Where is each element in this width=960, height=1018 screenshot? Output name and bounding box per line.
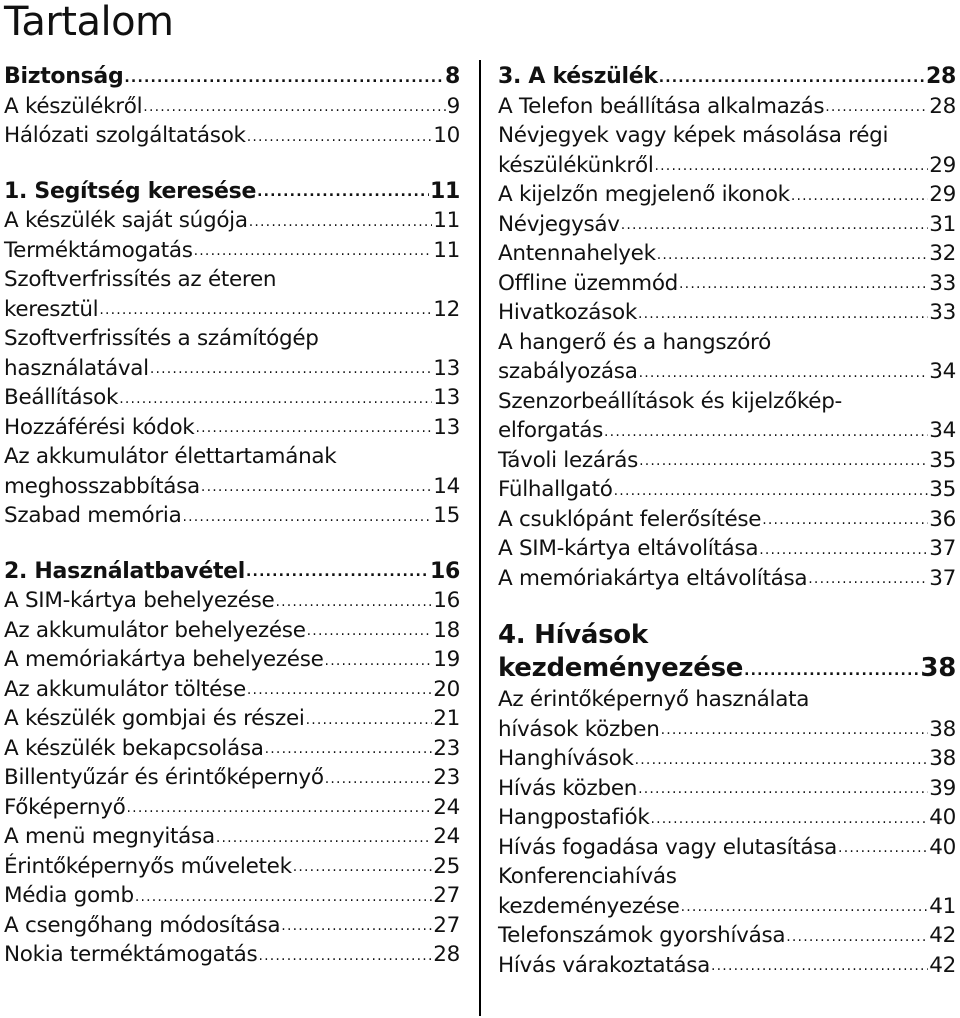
dot-leader bbox=[621, 215, 929, 235]
toc-entry-page: 28 bbox=[929, 93, 956, 119]
toc-entry-title: 1. Segítség keresése bbox=[4, 178, 257, 204]
dot-leader bbox=[127, 798, 433, 818]
toc-entry[interactable] bbox=[4, 413, 460, 443]
toc-entry-page: 40 bbox=[929, 834, 956, 860]
toc-entry-title: A készülék gombjai és részei bbox=[4, 706, 305, 731]
dot-leader bbox=[275, 592, 432, 612]
toc-entry[interactable] bbox=[4, 675, 460, 705]
dot-leader bbox=[150, 359, 432, 379]
dot-leader bbox=[257, 182, 429, 202]
dot-leader bbox=[638, 304, 928, 324]
toc-entry-title: Nokia terméktámogatás bbox=[4, 942, 258, 967]
toc-entry-page: 15 bbox=[433, 503, 460, 528]
toc-entry-title-line: Az érintőképernyő használata bbox=[498, 687, 810, 712]
toc-entry[interactable] bbox=[498, 534, 956, 564]
toc-entry[interactable] bbox=[498, 619, 956, 685]
dot-leader bbox=[838, 838, 928, 858]
toc-entry-page: 40 bbox=[929, 805, 956, 830]
toc-entry-page: 34 bbox=[929, 359, 956, 384]
toc-entry[interactable] bbox=[498, 62, 956, 92]
toc-entry-page: 13 bbox=[433, 414, 460, 440]
dot-leader bbox=[246, 562, 429, 582]
toc-entry-title-line: Névjegyek vagy képek másolása régi bbox=[498, 123, 889, 148]
dot-leader bbox=[762, 510, 928, 530]
dot-leader bbox=[791, 186, 928, 206]
toc-entry-title-line: Az akkumulátor élettartamának bbox=[4, 444, 337, 469]
column-divider bbox=[479, 60, 481, 1016]
toc-entry-page: 38 bbox=[929, 716, 956, 742]
toc-entry[interactable] bbox=[498, 446, 956, 476]
toc-entry-title: Hívás várakoztatása bbox=[498, 952, 710, 978]
dot-leader bbox=[119, 389, 432, 409]
dot-leader bbox=[307, 621, 433, 641]
toc-entry-page: 35 bbox=[929, 447, 956, 473]
toc-entry[interactable] bbox=[4, 881, 460, 911]
toc-entry-title-line: Konferenciahívás bbox=[498, 864, 677, 889]
toc-entry-page: 9 bbox=[446, 93, 460, 119]
toc-entry-title: A memóriakártya eltávolítása bbox=[498, 565, 808, 591]
toc-entry[interactable] bbox=[4, 442, 460, 501]
dot-leader bbox=[201, 477, 432, 497]
dot-leader bbox=[604, 422, 928, 442]
dot-leader bbox=[744, 661, 919, 681]
toc-entry-title: A menü megnyitása bbox=[4, 824, 215, 849]
dot-leader bbox=[325, 769, 433, 789]
toc-entry-title: 3. A készülék bbox=[498, 64, 658, 89]
toc-entry[interactable] bbox=[4, 501, 460, 531]
toc-entry[interactable] bbox=[498, 921, 956, 951]
toc-entry-title: A Telefon beállítása alkalmazás bbox=[498, 93, 825, 119]
toc-entry[interactable] bbox=[498, 951, 956, 981]
toc-entry-title: A készülékről bbox=[4, 93, 143, 119]
toc-entry-page: 11 bbox=[429, 178, 460, 204]
toc-entry-title: keresztül bbox=[4, 296, 99, 322]
dot-leader bbox=[124, 68, 444, 88]
toc-entry-page: 18 bbox=[433, 617, 460, 643]
toc-entry-title: A csuklópánt felerősítése bbox=[498, 506, 762, 532]
toc-entry-page: 23 bbox=[433, 735, 460, 761]
toc-entry-page: 31 bbox=[929, 211, 956, 237]
toc-entry-page: 34 bbox=[929, 418, 956, 443]
dot-leader bbox=[135, 887, 432, 907]
dot-leader bbox=[281, 916, 432, 936]
dot-leader bbox=[216, 828, 432, 848]
dot-leader bbox=[265, 739, 433, 759]
toc-entry-page: 36 bbox=[929, 506, 956, 532]
toc-entry-page: 39 bbox=[929, 775, 956, 801]
dot-leader bbox=[306, 710, 433, 730]
toc-entry-title: Hangpostafiók bbox=[498, 805, 650, 830]
dot-leader bbox=[635, 750, 929, 770]
dot-leader bbox=[808, 569, 928, 589]
toc-entry-title: Az akkumulátor behelyezése bbox=[4, 617, 306, 643]
dot-leader bbox=[325, 651, 433, 671]
toc-entry[interactable] bbox=[4, 265, 460, 324]
toc-entry[interactable] bbox=[4, 236, 460, 266]
toc-entry[interactable] bbox=[498, 298, 956, 328]
toc-entry-title: használatával bbox=[4, 355, 149, 381]
toc-entry[interactable] bbox=[498, 180, 956, 210]
toc-entry-page: 21 bbox=[433, 706, 460, 731]
toc-entry-page: 12 bbox=[433, 296, 460, 322]
dot-leader bbox=[661, 720, 929, 740]
dot-leader bbox=[249, 212, 433, 232]
toc-entry-title-line: Szoftverfrissítés az éteren bbox=[4, 267, 277, 292]
toc-entry[interactable] bbox=[4, 822, 460, 852]
toc-right-column bbox=[498, 62, 956, 980]
dot-leader bbox=[639, 363, 929, 383]
toc-entry-page: 37 bbox=[929, 565, 956, 591]
dot-leader bbox=[247, 680, 432, 700]
toc-entry-title: Antennahelyek bbox=[498, 241, 656, 266]
toc-entry-page: 24 bbox=[433, 794, 460, 820]
toc-entry-title: Terméktámogatás bbox=[4, 237, 193, 263]
toc-entry-page: 23 bbox=[433, 765, 460, 790]
toc-entry[interactable] bbox=[498, 387, 956, 446]
dot-leader bbox=[711, 956, 928, 976]
toc-entry-title: Érintőképernyős műveletek bbox=[4, 853, 292, 879]
dot-leader bbox=[657, 245, 928, 265]
toc-entry-page: 38 bbox=[920, 653, 956, 683]
toc-entry-title: Telefonszámok gyorshívása bbox=[498, 923, 786, 948]
toc-entry-title: Szabad memória bbox=[4, 503, 182, 528]
toc-entry[interactable] bbox=[4, 586, 460, 616]
toc-entry[interactable] bbox=[4, 793, 460, 823]
toc-entry-page: 11 bbox=[433, 208, 460, 233]
toc-entry[interactable] bbox=[4, 616, 460, 646]
toc-entry-title: Az akkumulátor töltése bbox=[4, 676, 246, 702]
toc-entry-page: 8 bbox=[444, 64, 460, 89]
toc-entry-title: Biztonság bbox=[4, 64, 124, 89]
toc-entry-page: 10 bbox=[433, 123, 460, 148]
toc-entry-page: 25 bbox=[433, 853, 460, 879]
toc-entry[interactable] bbox=[498, 564, 956, 594]
toc-entry-page: 29 bbox=[929, 182, 956, 207]
toc-entry-title: hívások közben bbox=[498, 716, 660, 742]
toc-entry-title: 2. Használatbavétel bbox=[4, 558, 246, 584]
toc-entry[interactable] bbox=[4, 704, 460, 734]
toc-entry[interactable] bbox=[4, 206, 460, 236]
toc-entry[interactable] bbox=[498, 774, 956, 804]
dot-leader bbox=[293, 857, 433, 877]
toc-entry[interactable] bbox=[498, 269, 956, 299]
toc-entry[interactable] bbox=[498, 210, 956, 240]
toc-entry-title-line: 4. Hívások bbox=[498, 620, 648, 650]
dot-leader bbox=[143, 97, 445, 117]
toc-entry-title: A memóriakártya behelyezése bbox=[4, 647, 324, 672]
toc-entry-title: meghosszabbítása bbox=[4, 473, 200, 499]
dot-leader bbox=[786, 927, 928, 947]
dot-leader bbox=[650, 809, 928, 829]
dot-leader bbox=[247, 127, 433, 147]
toc-entry-title: Offline üzemmód bbox=[498, 270, 679, 296]
toc-entry[interactable] bbox=[498, 239, 956, 269]
dot-leader bbox=[639, 451, 928, 471]
toc-entry[interactable] bbox=[498, 92, 956, 122]
dot-leader bbox=[638, 779, 928, 799]
dot-leader bbox=[195, 418, 432, 438]
toc-entry[interactable] bbox=[4, 940, 460, 970]
toc-entry-page: 27 bbox=[433, 883, 460, 908]
dot-leader bbox=[99, 300, 432, 320]
toc-entry-page: 20 bbox=[433, 676, 460, 702]
toc-entry[interactable] bbox=[4, 383, 460, 413]
toc-entry-page: 28 bbox=[925, 64, 956, 89]
toc-entry-page: 33 bbox=[929, 270, 956, 296]
dot-leader bbox=[655, 156, 929, 176]
toc-entry-page: 33 bbox=[929, 300, 956, 325]
toc-entry[interactable] bbox=[4, 734, 460, 764]
toc-entry[interactable] bbox=[498, 475, 956, 505]
toc-entry-title: Hívás közben bbox=[498, 775, 638, 801]
toc-entry-title: A SIM-kártya behelyezése bbox=[4, 588, 275, 613]
dot-leader bbox=[194, 241, 433, 261]
toc-entry-title: Névjegysáv bbox=[498, 211, 620, 237]
dot-leader bbox=[679, 274, 928, 294]
toc-entry-page: 38 bbox=[929, 746, 956, 771]
toc-entry-title: Főképernyő bbox=[4, 794, 126, 820]
dot-leader bbox=[825, 97, 928, 117]
toc-entry[interactable] bbox=[4, 557, 460, 587]
toc-entry-page: 14 bbox=[433, 473, 460, 499]
toc-entry-title: Fülhallgató bbox=[498, 477, 613, 502]
toc-entry[interactable] bbox=[4, 92, 460, 122]
toc-entry[interactable] bbox=[4, 121, 460, 151]
toc-entry-title: A készülék saját súgója bbox=[4, 208, 248, 233]
toc-entry-title: kezdeményezése bbox=[498, 653, 744, 683]
toc-entry-title: készülékünkről bbox=[498, 152, 654, 178]
toc-entry[interactable] bbox=[498, 803, 956, 833]
toc-entry-title: Hozzáférési kódok bbox=[4, 414, 195, 440]
toc-entry-title: Hívás fogadása vagy elutasítása bbox=[498, 834, 838, 860]
toc-entry[interactable] bbox=[4, 852, 460, 882]
dot-leader bbox=[258, 946, 432, 966]
toc-entry-page: 37 bbox=[929, 536, 956, 561]
toc-entry[interactable] bbox=[498, 685, 956, 744]
toc-left-column bbox=[4, 62, 460, 970]
dot-leader bbox=[182, 507, 432, 527]
toc-entry-title-line: Szenzorbeállítások és kijelzőkép- bbox=[498, 388, 843, 414]
toc-entry-title: Hálózati szolgáltatások bbox=[4, 123, 246, 148]
toc-entry-title: A csengőhang módosítása bbox=[4, 912, 281, 938]
dot-leader bbox=[614, 481, 929, 501]
toc-entry-title: A készülék bekapcsolása bbox=[4, 735, 264, 761]
toc-entry[interactable] bbox=[498, 328, 956, 387]
page-title: Tartalom bbox=[4, 0, 174, 45]
toc-entry-title: szabályozása bbox=[498, 359, 638, 384]
toc-entry-title: A SIM-kártya eltávolítása bbox=[498, 536, 759, 561]
dot-leader bbox=[759, 540, 928, 560]
toc-entry[interactable] bbox=[4, 324, 460, 383]
toc-entry-page: 19 bbox=[433, 647, 460, 672]
dot-leader bbox=[681, 897, 929, 917]
toc-entry-page: 32 bbox=[929, 241, 956, 266]
toc-entry-title: Billentyűzár és érintőképernyő bbox=[4, 765, 324, 790]
toc-entry[interactable] bbox=[498, 121, 956, 180]
toc-entry-title: Távoli lezárás bbox=[498, 447, 639, 473]
toc-entry-title: Hanghívások bbox=[498, 746, 634, 771]
toc-entry[interactable] bbox=[4, 62, 460, 92]
toc-entry-title: elforgatás bbox=[498, 418, 604, 443]
toc-entry-page: 13 bbox=[433, 355, 460, 381]
toc-entry-page: 28 bbox=[433, 942, 460, 967]
toc-entry[interactable] bbox=[4, 763, 460, 793]
dot-leader bbox=[659, 68, 925, 88]
toc-entry-title: kezdeményezése bbox=[498, 893, 680, 919]
toc-entry-page: 42 bbox=[929, 923, 956, 948]
toc-entry-page: 27 bbox=[433, 912, 460, 938]
toc-entry-title-line: A hangerő és a hangszóró bbox=[498, 329, 771, 355]
toc-entry[interactable] bbox=[4, 177, 460, 207]
toc-entry-title: Beállítások bbox=[4, 385, 119, 410]
toc-entry-page: 16 bbox=[433, 588, 460, 613]
toc-entry-title-line: Szoftverfrissítés a számítógép bbox=[4, 326, 319, 351]
toc-entry-page: 42 bbox=[929, 952, 956, 978]
toc-entry-page: 35 bbox=[929, 477, 956, 502]
toc-entry[interactable] bbox=[498, 833, 956, 863]
toc-entry[interactable] bbox=[498, 744, 956, 774]
toc-entry[interactable] bbox=[4, 645, 460, 675]
toc-entry[interactable] bbox=[4, 911, 460, 941]
toc-entry-title: A kijelzőn megjelenő ikonok bbox=[498, 182, 790, 207]
toc-entry-title: Hivatkozások bbox=[498, 300, 637, 325]
toc-entry-page: 29 bbox=[929, 152, 956, 178]
toc-entry-page: 16 bbox=[429, 558, 460, 584]
toc-entry-page: 13 bbox=[433, 385, 460, 410]
toc-entry-page: 24 bbox=[433, 824, 460, 849]
toc-entry[interactable] bbox=[498, 505, 956, 535]
toc-entry-title: Média gomb bbox=[4, 883, 134, 908]
toc-entry-page: 11 bbox=[433, 237, 460, 263]
toc-entry[interactable] bbox=[498, 862, 956, 921]
toc-entry-page: 41 bbox=[929, 893, 956, 919]
